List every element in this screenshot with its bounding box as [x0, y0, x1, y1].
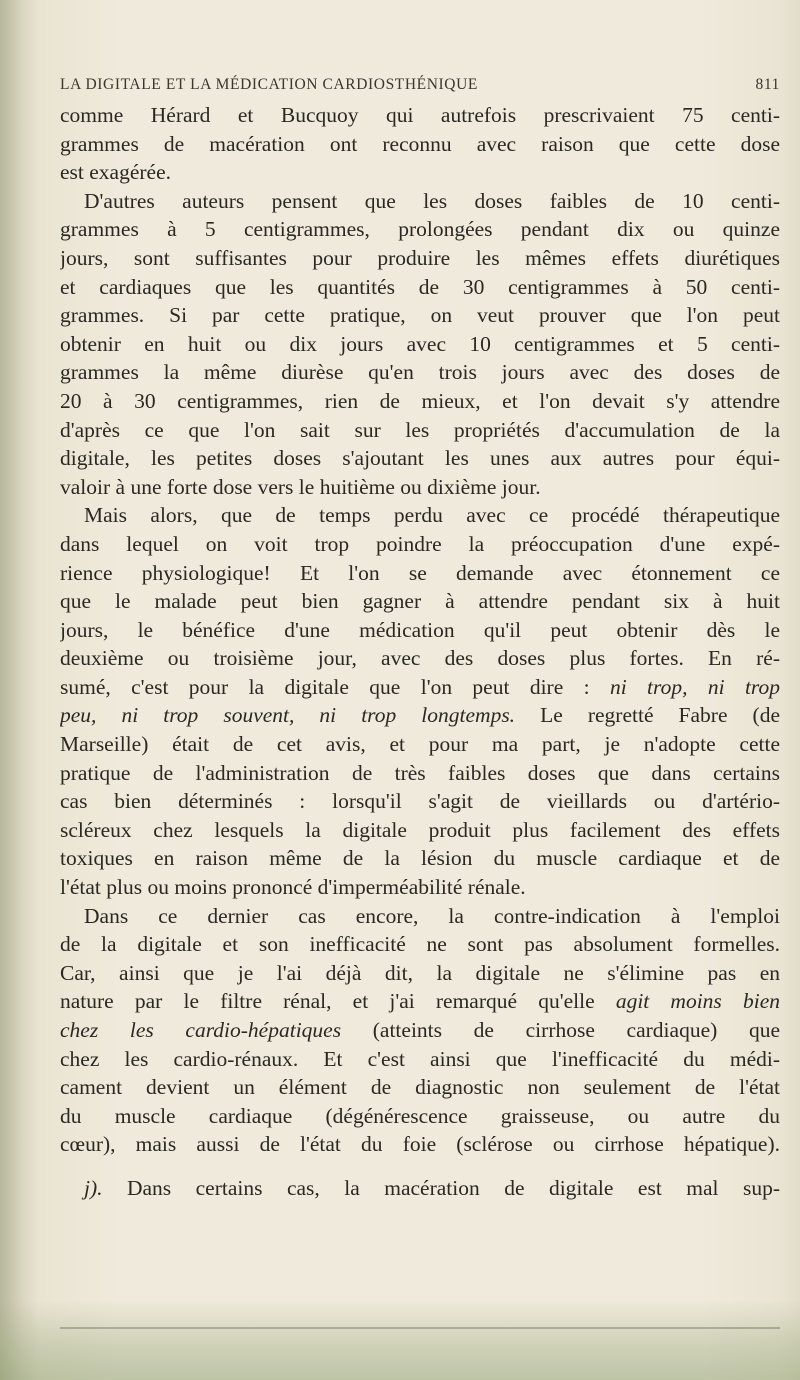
- section-label: j).: [84, 1175, 103, 1200]
- text-line: cœur), mais aussi de l'état du foie (sclérose ou cirrhose hépatique).: [60, 1132, 780, 1157]
- text-line: grammes de macération ont reconnu avec raison que cette dose: [60, 131, 780, 156]
- body-text: [60, 101, 780, 1203]
- text-line: grammes à 5 centigrammes, prolongées pendant dix ou quinze: [60, 217, 780, 242]
- text-line: dans lequel on voit trop poindre la préoccupation d'une expé-: [60, 531, 780, 556]
- text-line: Dans ce dernier cas encore, la contre-indication à l'emploi: [84, 903, 780, 928]
- header-title: LA DIGITALE ET LA MÉDICATION CARDIOSTHÉNIQUE: [60, 76, 478, 93]
- paragraph-gap: [60, 1159, 780, 1174]
- text-line: [60, 1016, 780, 1045]
- text-line: [60, 1174, 780, 1203]
- text-run: sumé, c'est pour la digitale que l'on peut dire :: [60, 674, 610, 699]
- italic-run: ni trop, ni trop: [609, 674, 780, 699]
- text-line: cament devient un élément de diagnostic non seulement de l'état: [60, 1075, 780, 1100]
- text-line: et cardiaques que les quantités de 30 centigrammes à 50 centi-: [60, 274, 780, 299]
- text-line: toxiques en raison même de la lésion du muscle cardiaque et de: [60, 846, 780, 871]
- text-line: grammes. Si par cette pratique, on veut prouver que l'on peut: [60, 303, 780, 328]
- text-line: jours, sont suffisantes pour produire les mêmes effets diurétiques: [60, 245, 780, 270]
- text-line: [60, 987, 780, 1016]
- text-line: 20 à 30 centigrammes, rien de mieux, et l'on devait s'y attendre: [60, 388, 780, 413]
- text-run: Dans certains cas, la macération de digitale est mal sup-: [102, 1175, 780, 1200]
- text-line: rience physiologique! Et l'on se demande avec étonnement ce: [60, 560, 780, 585]
- text-line: chez les cardio-rénaux. Et c'est ainsi que l'inefficacité du médi-: [60, 1046, 780, 1071]
- text-line: l'état plus ou moins prononcé d'imperméabilité rénale.: [60, 875, 526, 900]
- text-line: comme Hérard et Bucquoy qui autrefois prescrivaient 75 centi-: [60, 103, 780, 127]
- page-edge-shadow: [0, 0, 38, 1380]
- text-line: que le malade peut bien gagner à attendre pendant six à huit: [60, 589, 780, 614]
- text-line: D'autres auteurs pensent que les doses faibles de 10 centi-: [84, 188, 780, 213]
- italic-run: agit moins bien: [615, 989, 780, 1014]
- text-line: est exagérée.: [60, 160, 172, 185]
- text-line: pratique de l'administration de très faibles doses que dans certains: [60, 760, 780, 785]
- page-bottom-discoloration: [0, 1300, 800, 1380]
- text-line: Marseille) était de cet avis, et pour ma part, je n'adopte cette: [60, 732, 780, 757]
- text-run: (atteints de cirrhose cardiaque) que: [341, 1018, 780, 1042]
- text-line: obtenir en huit ou dix jours avec 10 centigrammes et 5 centi-: [60, 331, 780, 356]
- italic-run: chez les cardio-hépatiques: [60, 1018, 342, 1042]
- running-header: [60, 76, 780, 98]
- text-line: deuxième ou troisième jour, avec des doses plus fortes. En ré-: [60, 646, 780, 671]
- text-line: de la digitale et son inefficacité ne sont pas absolument formelles.: [60, 932, 780, 957]
- text-run: nature par le filtre rénal, et j'ai remarqué qu'elle: [60, 989, 616, 1014]
- text-line: Mais alors, que de temps perdu avec ce procédé thérapeutique: [84, 503, 780, 528]
- page-number: 811: [755, 76, 780, 93]
- text-run: Le regretté Fabre (de: [515, 703, 780, 728]
- text-line: grammes la même diurèse qu'en trois jours avec des doses de: [60, 360, 780, 385]
- text-line: cas bien déterminés : lorsqu'il s'agit de vieillards ou d'artério-: [60, 789, 780, 814]
- text-line: valoir à une forte dose vers le huitième ou dixième jour.: [60, 474, 541, 499]
- text-line: scléreux chez lesquels la digitale produit plus facilement des effets: [60, 817, 780, 842]
- text-line: [60, 701, 780, 730]
- text-line: [60, 673, 780, 702]
- text-line: digitale, les petites doses s'ajoutant les unes aux autres pour équi-: [60, 446, 780, 471]
- text-line: d'après ce que l'on sait sur les propriétés d'accumulation de la: [60, 417, 780, 442]
- page-bottom-rule: [60, 1327, 780, 1329]
- text-line: jours, le bénéfice d'une médication qu'il peut obtenir dès le: [60, 617, 780, 642]
- italic-run: peu, ni trop souvent, ni trop longtemps.: [60, 703, 516, 728]
- text-line: du muscle cardiaque (dégénérescence graisseuse, ou autre du: [60, 1103, 780, 1128]
- text-line: Car, ainsi que je l'ai déjà dit, la digitale ne s'élimine pas en: [60, 960, 780, 985]
